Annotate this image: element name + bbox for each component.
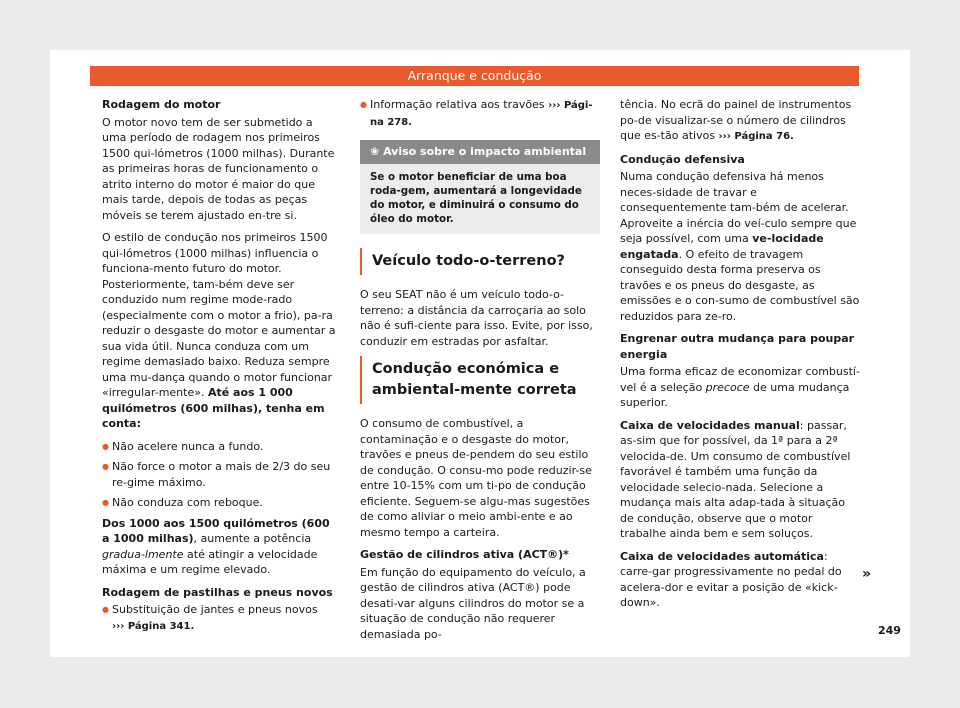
page-ref-341[interactable]: ››› Página 341. (112, 620, 195, 632)
bullet-5 (360, 97, 600, 130)
para-7 (620, 97, 860, 145)
heading-rodagem: Rodagem do motor (102, 98, 221, 111)
para-5: O consumo de combustível, a contaminação e o desgaste do motor, travões e pneus de-pendem do seu estilo de condução. O consu-mo pode reduzir-se entre 10-15% com um ti-po de condução eficiente. Seguem-se algu-mas sugestões de como aliviar o meio ambi-ente e ao mesmo tempo a carteira. (360, 417, 592, 539)
para-2-text: O estilo de condução nos primeiros 1500 qui-lómetros (1000 milhas) influencia o funciona-mento futuro do motor. Posteriormente, tam-bém deve ser conduzido num regime mode-rado (especialmente com o motor a frio), pa-ra reduzir o desgaste do motor e aumentar a sua vida útil. Nunca conduza com um regime demasiado baixo. Reduza sempre uma mu-dança quando o motor funcionar «irregular-mente». (102, 231, 336, 399)
para-3-italic: gradua-lmente (102, 547, 184, 561)
para-1: O motor novo tem de ser submetido a uma período de rodagem nos primeiros 1500 qui-lómetros (1000 milhas). Durante as primeiras horas de funcionamento o atrito interno do motor é maior do que mais tarde, depois de todas as peças móveis se terem ajustado en-tre si. (102, 115, 335, 222)
para-11-text: : carre-gar progressivamente no pedal do acelera-dor e evitar a posição de «kick-down». (620, 549, 842, 609)
para-10 (620, 418, 860, 542)
para-3-end: até atingir a velocidade máxima e um regime elevado. (102, 547, 318, 576)
heading-defensiva: Condução defensiva (620, 152, 745, 166)
section-title-offroad: Veículo todo-o-terreno? (360, 248, 600, 275)
bullet-4-text: Substituição de jantes e pneus novos (112, 603, 318, 616)
continue-arrow-icon: » (862, 566, 872, 582)
heading-act: Gestão de cilindros ativa (ACT®)* (360, 548, 569, 561)
page-number: 249 (878, 624, 901, 637)
para-2 (102, 230, 340, 432)
para-3-bold: Dos 1000 aos 1500 quilómetros (600 a 1000 milhas) (102, 516, 330, 545)
environment-note (360, 140, 600, 234)
column-2 (360, 97, 600, 649)
para-9-end: de uma mudança superior. (620, 380, 850, 409)
chapter-header: Arranque e condução (90, 66, 859, 86)
bullet-3: ● Não conduza com reboque. (102, 495, 340, 511)
bullet-1: ● Não acelere nunca a fundo. (102, 439, 340, 455)
para-4: O seu SEAT não é um veículo todo-o-terreno: a distância da carroçaria ao solo não é sufi-ciente para isso. Evite, por isso, conduzir em estradas por asfaltar. (360, 288, 593, 348)
para-8-end: . O efeito de travagem conseguido desta forma preserva os travões e os pneus do desgaste, as emissões e o con-sumo de combustível são reduzidos para ze-ro. (620, 247, 860, 323)
heading-pastilhas: Rodagem de pastilhas e pneus novos (102, 585, 333, 599)
column-1 (102, 97, 340, 639)
para-11 (620, 549, 860, 611)
note-body: Se o motor beneficiar de uma boa roda-gem, aumentará a longevidade do motor, e diminuirá o consumo do óleo do motor. (370, 171, 582, 225)
para-6: Em função do equipamento do veículo, a gestão de cilindros ativa (ACT®) pode desati-var alguns cilindros do motor se a situação de condução não requerer demasiada po- (360, 565, 586, 641)
flower-icon: ❀ (370, 145, 380, 158)
para-8-bold: ve-locidade engatada (620, 232, 824, 261)
note-header (360, 140, 600, 164)
para-9-italic: precoce (705, 380, 750, 394)
bullet-5-text: Informação relativa aos travões (370, 98, 549, 111)
para-9 (620, 364, 860, 411)
section-title-economic: Condução económica e ambiental-mente correta (360, 356, 600, 404)
page-ref-76[interactable]: ››› Página 76. (718, 131, 794, 142)
para-9-text: Uma forma eficaz de economizar combustí-vel é a seleção (620, 365, 860, 394)
para-3 (102, 516, 340, 578)
heading-engrenar: Engrenar outra mudança para poupar energia (620, 332, 855, 361)
para-8-text: Numa condução defensiva há menos neces-sidade de travar e consequentemente tam-bém de acelerar. Aproveite a inércia do veí-culo sempre que seja possível, com uma (620, 170, 857, 245)
column-3 (620, 97, 860, 618)
page-ref-278[interactable]: ››› Pági-na 278. (370, 100, 593, 128)
para-10-text: : passar, as-sim que for possível, da 1ª para a 2ª velocida-de. Um consumo de combustível favorável é também uma função da velocidade selecio-nada. Selecione a mudança mais alta adap-tada à situação de condução, observe que o motor trabalhe ainda bem e sem soluços. (620, 418, 851, 540)
note-title: Aviso sobre o impacto ambiental (383, 145, 587, 158)
para-7-text: tência. No ecrã do painel de instrumentos po-de visualizar-se o número de cilindros que es-tão ativos (620, 98, 852, 142)
para-10-bold: Caixa de velocidades manual (620, 418, 800, 432)
para-2-bold: Até aos 1 000 quilómetros (600 milhas), tenha em conta: (102, 386, 325, 430)
para-8 (620, 169, 860, 324)
bullet-2: ● Não force o motor a mais de 2/3 do seu re-gime máximo. (102, 459, 340, 490)
para-3-text: , aumente a potência (193, 532, 312, 545)
para-11-bold: Caixa de velocidades automática (620, 549, 824, 563)
bullet-4 (102, 602, 340, 634)
